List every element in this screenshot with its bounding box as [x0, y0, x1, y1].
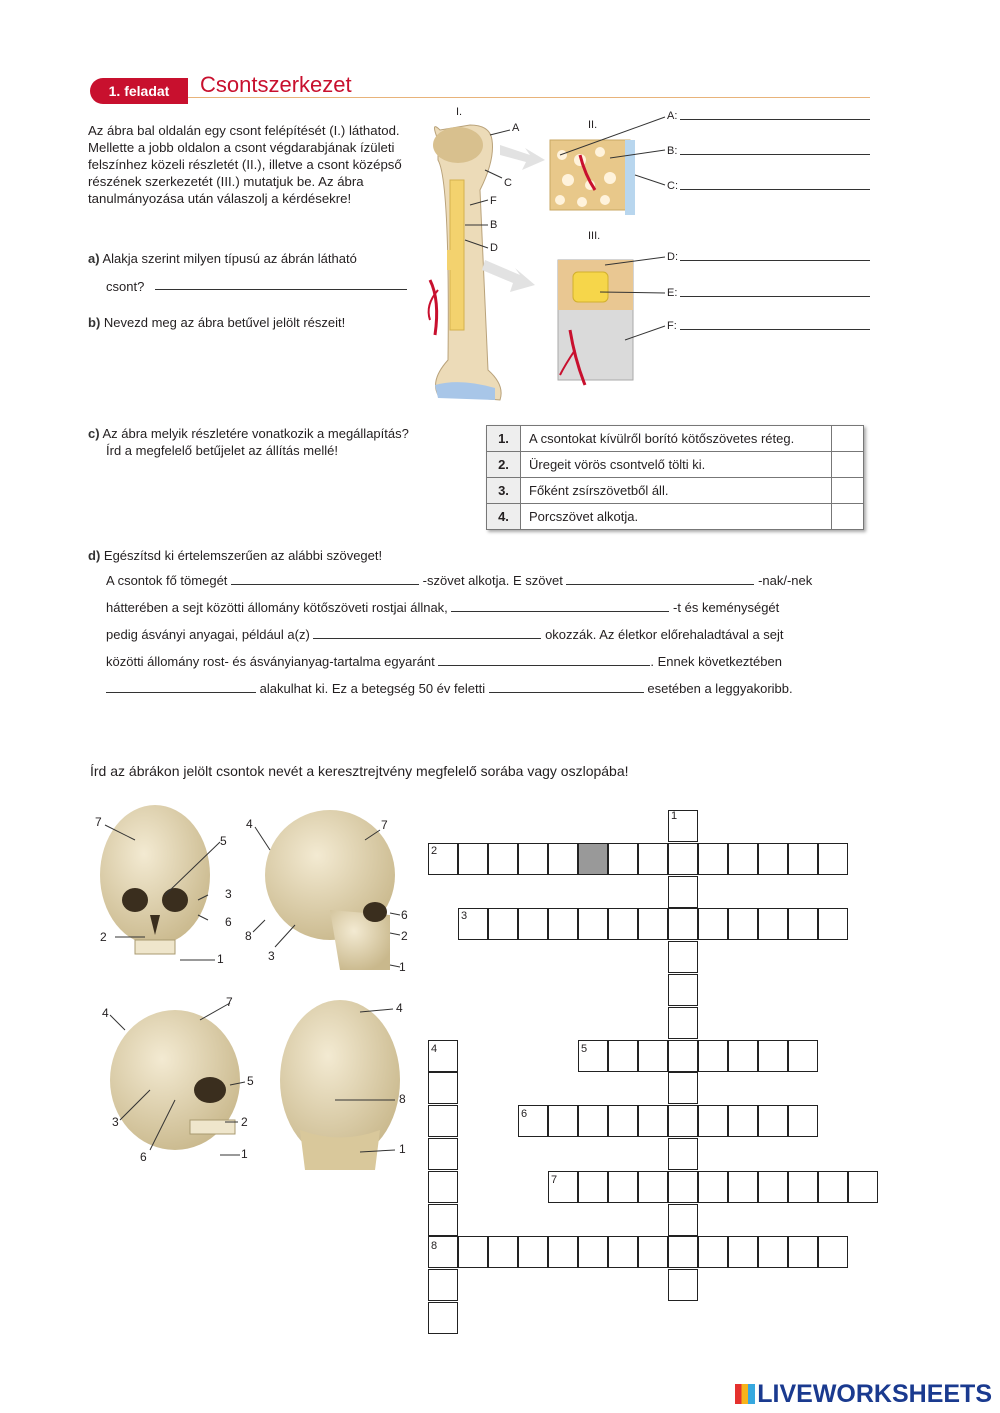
- crossword-cell[interactable]: [488, 1236, 518, 1268]
- crossword-cell[interactable]: [728, 908, 758, 940]
- question-b: [88, 314, 345, 331]
- skull-side-label: 2: [401, 929, 408, 943]
- skull-side-label: 7: [381, 818, 388, 832]
- crossword-cell[interactable]: [668, 876, 698, 908]
- skull-back-label: 8: [399, 1092, 406, 1106]
- crossword-number: 5: [581, 1043, 588, 1055]
- question-c: [88, 425, 409, 442]
- field-label-B: B:: [667, 145, 678, 157]
- text-fragment: -nak/-nek: [758, 573, 813, 588]
- crossword-cell[interactable]: [698, 843, 728, 875]
- question-c-line2: Írd a megfelelő betűjelet az állítás mellé!: [106, 443, 338, 458]
- figure-label-III: III.: [588, 230, 601, 242]
- paragraph-line: [106, 675, 870, 702]
- crossword-cell[interactable]: [608, 1171, 638, 1203]
- skull-back-label: 4: [396, 1001, 403, 1015]
- crossword-cell[interactable]: [428, 1269, 458, 1301]
- row-number: 4.: [487, 504, 521, 530]
- logo-icon: [735, 1384, 755, 1404]
- task-badge: 1. feladat: [90, 78, 188, 104]
- answer-cell[interactable]: [832, 426, 864, 452]
- skull-angle-label: 6: [140, 1150, 147, 1164]
- skull-front-label: 1: [217, 952, 224, 966]
- question-a-text2: csont?: [106, 279, 145, 294]
- skull-angle-label: 5: [247, 1074, 254, 1088]
- crossword-cell[interactable]: [728, 843, 758, 875]
- skull-angle-label: 2: [241, 1115, 248, 1129]
- crossword-cell[interactable]: [668, 908, 698, 940]
- question-a-letter: a): [88, 251, 100, 266]
- liveworksheets-logo: [735, 1380, 992, 1409]
- question-d-text: Egészítsd ki értelemszerűen az alábbi szöveget!: [103, 548, 383, 563]
- intro-text: Az ábra bal oldalán egy csont felépítését (I.) láthatod. Mellette a jobb oldalon a csont végdarabjának ízületi felszínhez közeli részletét (II.), illetve a csont középső részének szerkezetét (III.) mutatjuk be. Az ábra tanulmányozása után válaszolj a kérdésekre!: [88, 123, 402, 206]
- field-D-line[interactable]: [680, 260, 870, 261]
- text-fragment: hátterében a sejt közötti állomány kötőszöveti rostjai állnak,: [106, 600, 448, 615]
- crossword-cell[interactable]: [668, 1171, 698, 1203]
- crossword-cell: [578, 843, 608, 875]
- crossword-cell[interactable]: [638, 1236, 668, 1268]
- question-a: [88, 250, 408, 267]
- field-label-C: C:: [667, 180, 678, 192]
- answer-cell[interactable]: [832, 504, 864, 530]
- crossword-cell[interactable]: [788, 1236, 818, 1268]
- skull-side-label: 6: [401, 908, 408, 922]
- bone-figure: [410, 100, 680, 410]
- table-row: [487, 504, 864, 530]
- answer-a-line[interactable]: [155, 289, 407, 290]
- crossword-instruction: Írd az ábrákon jelölt csontok nevét a keresztrejtvény megfelelő sorába vagy oszlopába!: [90, 763, 629, 779]
- figure-label-II: II.: [588, 119, 598, 131]
- crossword-cell[interactable]: [728, 1171, 758, 1203]
- crossword-number: 3: [461, 910, 468, 922]
- blank-6[interactable]: [106, 680, 256, 693]
- bone-label-A: A: [512, 122, 520, 134]
- skull-angle-label: 3: [112, 1115, 119, 1129]
- table-row: [487, 478, 864, 504]
- skull-side-label: 1: [399, 960, 406, 974]
- row-text: A csontokat kívülről borító kötőszövetes réteg.: [521, 426, 832, 452]
- bone-label-B: B: [490, 219, 498, 231]
- crossword-number: 8: [431, 1240, 438, 1252]
- field-label-A: A:: [667, 110, 678, 122]
- crossword-cell[interactable]: [758, 1040, 788, 1072]
- crossword-cell[interactable]: [668, 1105, 698, 1137]
- skull-side-label: 3: [268, 949, 275, 963]
- question-d-letter: d): [88, 548, 101, 563]
- question-a-text: Alakja szerint milyen típusú az ábrán látható: [102, 251, 357, 266]
- question-a-line2: [106, 278, 144, 295]
- skull-front-label: 3: [225, 887, 232, 901]
- blank-1[interactable]: [231, 572, 419, 585]
- crossword-cell[interactable]: [758, 1105, 788, 1137]
- field-label-F: F:: [667, 320, 677, 332]
- crossword-cell[interactable]: [428, 1072, 458, 1104]
- blank-3[interactable]: [451, 599, 669, 612]
- table-row: [487, 426, 864, 452]
- paragraph-line: [106, 594, 870, 621]
- row-number: 2.: [487, 452, 521, 478]
- crossword-cell[interactable]: [488, 843, 518, 875]
- text-fragment: pedig ásványi anyagai, például a(z): [106, 627, 310, 642]
- figure-label-I: I.: [456, 106, 463, 118]
- skull-illustrations: [90, 800, 420, 1185]
- crossword-cell[interactable]: [548, 843, 578, 875]
- crossword-number: 6: [521, 1108, 528, 1120]
- crossword-cell[interactable]: [518, 843, 548, 875]
- crossword-cell[interactable]: [428, 1171, 458, 1203]
- crossword-cell[interactable]: [428, 1302, 458, 1334]
- crossword-cell[interactable]: [608, 908, 638, 940]
- text-fragment: -t és keménységét: [673, 600, 780, 615]
- field-E-line[interactable]: [680, 296, 870, 297]
- crossword-cell[interactable]: [488, 908, 518, 940]
- crossword-cell[interactable]: [638, 908, 668, 940]
- paragraph-line: [106, 648, 870, 675]
- crossword-cell[interactable]: [668, 1040, 698, 1072]
- crossword-cell[interactable]: [668, 974, 698, 1006]
- text-fragment: A csontok fő tömegét: [106, 573, 228, 588]
- crossword-cell[interactable]: [638, 1171, 668, 1203]
- crossword-cell[interactable]: [608, 1105, 638, 1137]
- text-fragment: közötti állomány rost- és ásványianyag-tartalma egyaránt: [106, 654, 435, 669]
- skull-front-label: 5: [220, 834, 227, 848]
- crossword-cell[interactable]: [578, 908, 608, 940]
- skull-side-label: 4: [246, 817, 253, 831]
- page-title: Csontszerkezet: [200, 72, 352, 97]
- skull-front-label: 7: [95, 815, 102, 829]
- crossword-cell[interactable]: [668, 1007, 698, 1039]
- crossword-cell[interactable]: [698, 1236, 728, 1268]
- skull-angle-label: 1: [241, 1147, 248, 1161]
- crossword-cell[interactable]: [638, 843, 668, 875]
- paragraph-line: [106, 621, 870, 648]
- question-b-letter: b): [88, 315, 101, 330]
- field-A-line[interactable]: [680, 119, 870, 120]
- row-text: Üregeit vörös csontvelő tölti ki.: [521, 452, 832, 478]
- field-C-line[interactable]: [680, 189, 870, 190]
- crossword-cell[interactable]: [698, 1105, 728, 1137]
- crossword-cell[interactable]: [788, 843, 818, 875]
- skull-angle-label: 4: [102, 1006, 109, 1020]
- crossword-cell[interactable]: [548, 1105, 578, 1137]
- blank-4[interactable]: [313, 626, 541, 639]
- field-label-E: E:: [667, 287, 678, 299]
- crossword-cell[interactable]: [548, 908, 578, 940]
- crossword-cell[interactable]: [788, 1105, 818, 1137]
- skull-back-label: 1: [399, 1142, 406, 1156]
- crossword-cell[interactable]: [668, 1269, 698, 1301]
- skull-front-label: 6: [225, 915, 232, 929]
- crossword-cell[interactable]: [668, 1204, 698, 1236]
- crossword-cell[interactable]: [578, 1236, 608, 1268]
- crossword-cell[interactable]: [818, 1171, 848, 1203]
- crossword-cell[interactable]: [758, 1171, 788, 1203]
- skull-front-label: 2: [100, 930, 107, 944]
- crossword-cell[interactable]: [518, 908, 548, 940]
- crossword-cell[interactable]: [848, 1171, 878, 1203]
- text-fragment: okozzák. Az életkor előrehaladtával a sejt: [545, 627, 784, 642]
- field-F-line[interactable]: [680, 329, 870, 330]
- crossword-cell[interactable]: [518, 1236, 548, 1268]
- crossword-cell[interactable]: [578, 1171, 608, 1203]
- answer-cell[interactable]: [832, 478, 864, 504]
- skull-angle-label: 7: [226, 995, 233, 1009]
- crossword-cell[interactable]: [818, 843, 848, 875]
- crossword-cell[interactable]: [788, 1171, 818, 1203]
- blank-5[interactable]: [438, 653, 650, 666]
- crossword-cell[interactable]: [638, 1105, 668, 1137]
- crossword-cell[interactable]: [668, 843, 698, 875]
- crossword-cell[interactable]: [548, 1236, 578, 1268]
- crossword-cell[interactable]: [428, 1138, 458, 1170]
- row-number: 1.: [487, 426, 521, 452]
- bone-label-F: F: [490, 195, 497, 207]
- crossword-cell[interactable]: [638, 1040, 668, 1072]
- crossword-cell[interactable]: [428, 1204, 458, 1236]
- crossword-cell[interactable]: [668, 1072, 698, 1104]
- crossword-number: 7: [551, 1174, 558, 1186]
- statement-table: [486, 425, 864, 530]
- bone-label-D: D: [490, 242, 498, 254]
- crossword-cell[interactable]: [698, 908, 728, 940]
- fill-paragraph: [106, 567, 870, 702]
- crossword-number: 1: [671, 810, 678, 822]
- question-d: [88, 547, 382, 564]
- skull-side-label: 8: [245, 929, 252, 943]
- bone-label-C: C: [504, 177, 512, 189]
- logo-text: LIVEWORKSHEETS: [757, 1380, 992, 1408]
- crossword-cell[interactable]: [578, 1105, 608, 1137]
- crossword-cell[interactable]: [728, 1040, 758, 1072]
- crossword-cell[interactable]: [698, 1040, 728, 1072]
- row-number: 3.: [487, 478, 521, 504]
- row-text: Porcszövet alkotja.: [521, 504, 832, 530]
- crossword-cell[interactable]: [728, 1236, 758, 1268]
- crossword-cell[interactable]: [818, 1236, 848, 1268]
- text-fragment: alakulhat ki. Ez a betegség 50 év feletti: [259, 681, 486, 696]
- crossword-cell[interactable]: [818, 908, 848, 940]
- crossword-cell[interactable]: [668, 1236, 698, 1268]
- table-row: [487, 452, 864, 478]
- crossword-cell[interactable]: [788, 908, 818, 940]
- crossword-cell[interactable]: [458, 843, 488, 875]
- crossword-number: 2: [431, 845, 438, 857]
- crossword-number: 4: [431, 1043, 438, 1055]
- question-c-letter: c): [88, 426, 100, 441]
- field-label-D: D:: [667, 251, 678, 263]
- crossword-cell[interactable]: [788, 1040, 818, 1072]
- text-fragment: . Ennek következtében: [650, 654, 782, 669]
- crossword-cell[interactable]: [458, 1236, 488, 1268]
- blank-2[interactable]: [566, 572, 754, 585]
- crossword-cell[interactable]: [758, 908, 788, 940]
- question-c-text: Az ábra melyik részletére vonatkozik a megállapítás?: [102, 426, 409, 441]
- paragraph-line: [106, 567, 870, 594]
- crossword-cell[interactable]: [608, 843, 638, 875]
- text-fragment: -szövet alkotja. E szövet: [422, 573, 563, 588]
- crossword-cell[interactable]: [608, 1236, 638, 1268]
- text-fragment: esetében a leggyakoribb.: [647, 681, 793, 696]
- field-B-line[interactable]: [680, 154, 870, 155]
- row-text: Főként zsírszövetből áll.: [521, 478, 832, 504]
- crossword-cell[interactable]: [758, 1236, 788, 1268]
- crossword-cell[interactable]: [668, 1138, 698, 1170]
- crossword-cell[interactable]: [698, 1171, 728, 1203]
- crossword-cell[interactable]: [428, 1105, 458, 1137]
- crossword-cell[interactable]: [608, 1040, 638, 1072]
- crossword-cell[interactable]: [668, 941, 698, 973]
- question-b-text: Nevezd meg az ábra betűvel jelölt részeit!: [103, 315, 346, 330]
- answer-cell[interactable]: [832, 452, 864, 478]
- crossword-cell[interactable]: [728, 1105, 758, 1137]
- header-rule: [188, 97, 870, 98]
- crossword-cell[interactable]: [758, 843, 788, 875]
- blank-7[interactable]: [489, 680, 644, 693]
